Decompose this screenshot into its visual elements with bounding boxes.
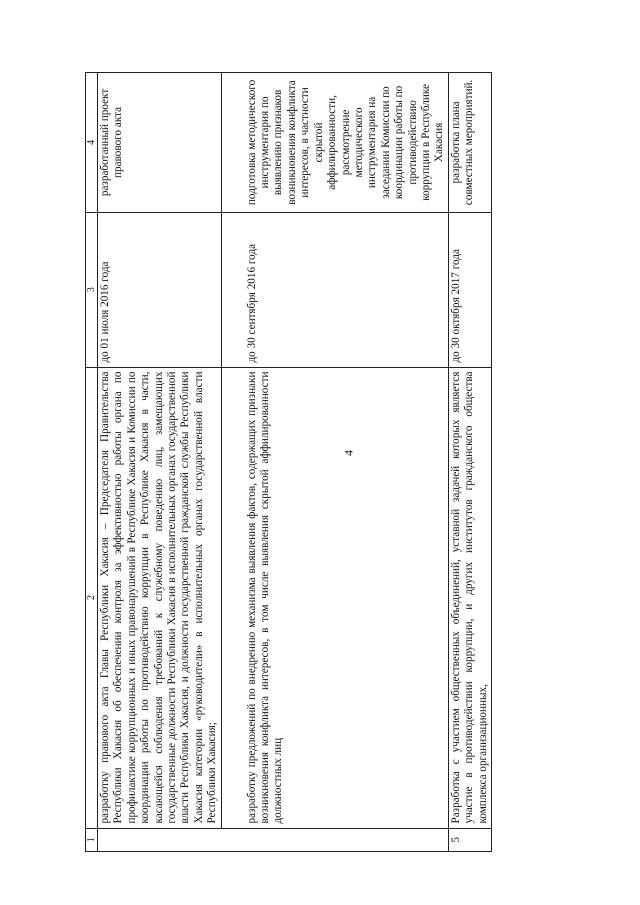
- rotated-table-wrapper: [85, 72, 575, 852]
- header-col-1: 1: [86, 828, 98, 851]
- result-cell: разработка плана совместных мероприятий.: [448, 73, 491, 213]
- header-col-3: 3: [86, 212, 98, 367]
- header-col-4: 4: [86, 73, 98, 213]
- action-cell: Разработка с участием общественных объединений, уставной задачей которых является участие в противодействии коррупции, и других институтов гражданского общества комплекса организационных,: [448, 367, 491, 828]
- result-cell: разработанный проект правового акта: [98, 73, 222, 213]
- row-number: [98, 828, 449, 851]
- result-cell: подготовка методического инструментария по выявлению признаков возникновения конфликта интересов, в частности скрытой аффилированности, рассмотрение методического инструментария на заседании Комиссии по координации работы по противодействию коррупции в Республике Хакасия: [221, 73, 448, 213]
- table-row: [98, 73, 222, 852]
- action-cell: разработку правового акта Главы Республики Хакасия – Председателя Правительства Республики Хакасия об обеспечении контроля за эффективностью работы органа по профилактике коррупционных и иных правонарушений в Республике Хакасия и Комиссии по координации работы по противодействию коррупции в Республике Хакасия в части, касающейся соблюдения требований к служебному поведению лиц, замещающих государственные должности Республики Хакасия в исполнительных органах государственной власти Республики Хакасия, и должности государственной гражданской службы Республики Хакасия категории «руководители» в исполнительных органах государственной власти Республики Хакасия;: [98, 367, 222, 828]
- deadline-cell: до 30 октября 2017 года: [448, 212, 491, 367]
- measures-table: [85, 72, 492, 852]
- table-row: [448, 73, 491, 852]
- action-cell: разработку предложений по внедрению механизма выявления фактов, содержащих признаки возникновения конфликта интересов, в том числе выявления скрытой аффилированности должностных лиц: [221, 367, 448, 828]
- header-col-2: 2: [86, 367, 98, 828]
- deadline-cell: до 30 сентября 2016 года: [221, 212, 448, 367]
- table-row: [221, 73, 448, 852]
- deadline-cell: до 01 июля 2016 года: [98, 212, 222, 367]
- page-number: 4: [341, 450, 356, 456]
- header-row: [86, 73, 98, 852]
- row-number: 5: [448, 828, 491, 851]
